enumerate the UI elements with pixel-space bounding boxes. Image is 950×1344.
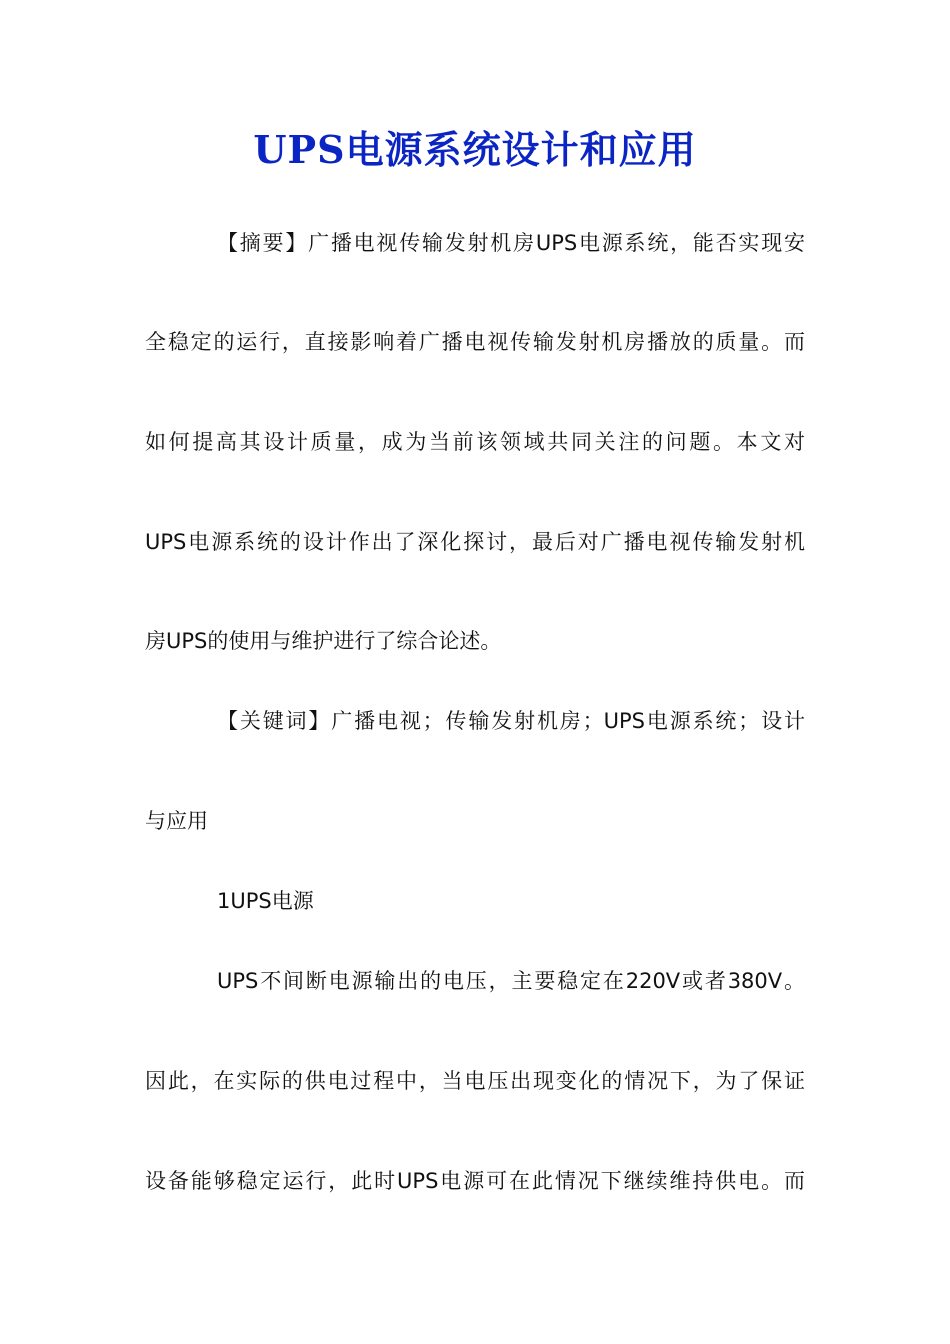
keywords-line-1: 【关键词】广播电视；传输发射机房；UPS电源系统；设计 bbox=[217, 709, 805, 733]
body-line-3: 设备能够稳定运行，此时UPS电源可在此情况下继续维持供电。而 bbox=[145, 1169, 805, 1193]
body-line-1: UPS不间断电源输出的电压，主要稳定在220V或者380V。 bbox=[217, 969, 805, 993]
abstract-line-3: 如何提高其设计质量，成为当前该领域共同关注的问题。本文对 bbox=[145, 430, 805, 454]
section-heading: 1UPS电源 bbox=[217, 889, 314, 913]
document-title: UPS电源系统设计和应用 bbox=[253, 127, 697, 172]
abstract-line-5: 房UPS的使用与维护进行了综合论述。 bbox=[145, 629, 502, 653]
body-line-2: 因此，在实际的供电过程中，当电压出现变化的情况下，为了保证 bbox=[145, 1069, 805, 1093]
abstract-line-1: 【摘要】广播电视传输发射机房UPS电源系统，能否实现安 bbox=[217, 231, 805, 255]
abstract-line-2: 全稳定的运行，直接影响着广播电视传输发射机房播放的质量。而 bbox=[145, 330, 805, 354]
keywords-line-2: 与应用 bbox=[145, 809, 208, 833]
abstract-line-4: UPS电源系统的设计作出了深化探讨，最后对广播电视传输发射机 bbox=[145, 530, 805, 554]
